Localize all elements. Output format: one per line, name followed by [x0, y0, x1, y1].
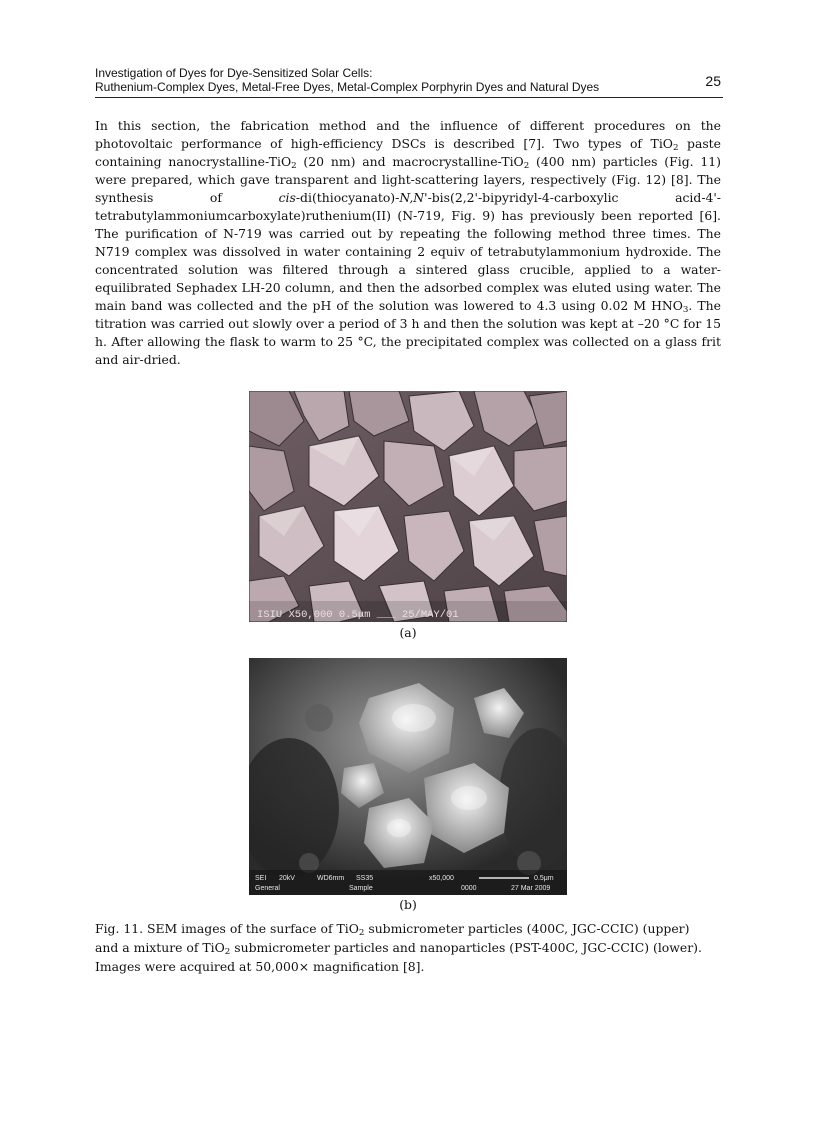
sem-info-ss: SS35: [356, 875, 374, 882]
text-run: paste containing nanocrystalline-TiO: [95, 136, 721, 169]
page-number: 25: [705, 73, 721, 89]
caption-text: submicrometer particles (400C, JGC-CCIC) (upper) and a mixture of TiO: [95, 921, 690, 955]
sem-info-wd: WD6mm: [317, 875, 345, 882]
body-paragraph: [95, 117, 721, 369]
subscript: 2: [672, 143, 679, 153]
header-line-1: Investigation of Dyes for Dye-Sensitized Solar Cells:: [95, 66, 373, 80]
text-run: -bis(2,2'-bipyridyl-4-carboxylic acid-4'-tetrabutylammoniumcarboxylate)ruthenium(II) (N-719, Fig. 9) has previously been reported [6]. The purification of N-719 was carried out by repeating the following method three times. The N719 complex was dissolved in water containing 2 equiv of tetrabutylammonium hydroxide. The concentrated solution was filtered through a sintered glass crucible, applied to a water-equilibrated Sephadex LH-20 column, and then the adsorbed complex was eluted using water. The main band was collected and the pH of the solution was lowered to 4.3 using 0.02 M HNO: [95, 190, 721, 313]
sem-info-sei: SEI: [255, 875, 267, 882]
caption-text: submicrometer particles and nanoparticles (PST-400C, JGC-CCIC) (lower). Images were acquired at 50,000× magnification [8].: [95, 940, 702, 974]
sem-info-scale: 0.5μm: [534, 875, 554, 882]
sem-info-code: 0000: [461, 885, 477, 892]
subscript: 2: [523, 161, 530, 171]
sem-info-general: General: [255, 885, 280, 892]
caption-text: Fig. 11. SEM images of the surface of TiO: [95, 921, 359, 936]
text-run: (20 nm) and macrocrystalline-TiO: [296, 154, 524, 169]
text-run: -di(thiocyanato)-: [295, 190, 400, 205]
sem-info-sample: Sample: [349, 885, 373, 892]
text-run: In this section, the fabrication method and the influence of different procedures on the photovoltaic performance of high-efficiency DSCs is described [7]. Two types of TiO: [95, 118, 721, 151]
italic-text: cis: [278, 190, 296, 205]
figure-caption: [95, 919, 715, 976]
figure-label-a: (a): [399, 625, 417, 640]
header-line-2: Ruthenium-Complex Dyes, Metal-Free Dyes, Metal-Complex Porphyrin Dyes and Natural Dyes: [95, 80, 600, 94]
text-run: (400 nm) particles (Fig. 11) were prepared, which gave transparent and light-scattering layers, respectively (Fig. 12) [8]. The synthesis of: [95, 154, 721, 205]
sem-info-date: 27 Mar 2009: [511, 885, 551, 892]
sem-info-kv: 20kV: [279, 875, 295, 882]
sem-info-text-a: ISIU X50,000 0.5μm ___ 25/MAY/01: [257, 609, 459, 621]
sem-info-mag: x50,000: [429, 875, 454, 882]
italic-text: N,N': [399, 190, 428, 205]
subscript: 2: [358, 928, 365, 938]
subscript: 3: [682, 305, 689, 315]
sem-image-a: [249, 391, 567, 622]
header-rule: [95, 97, 723, 98]
sem-image-b: [249, 658, 567, 895]
figure-label-b: (b): [399, 897, 417, 912]
subscript: 2: [291, 161, 297, 171]
text-run: . The titration was carried out slowly over a period of 3 h and then the solution was kept at –20 °C for 15 h. After allowing the flask to warm to 25 °C, the precipitated complex was collected on a glass frit and air-dried.: [95, 298, 721, 367]
running-header: [95, 66, 723, 94]
subscript: 2: [224, 947, 231, 957]
